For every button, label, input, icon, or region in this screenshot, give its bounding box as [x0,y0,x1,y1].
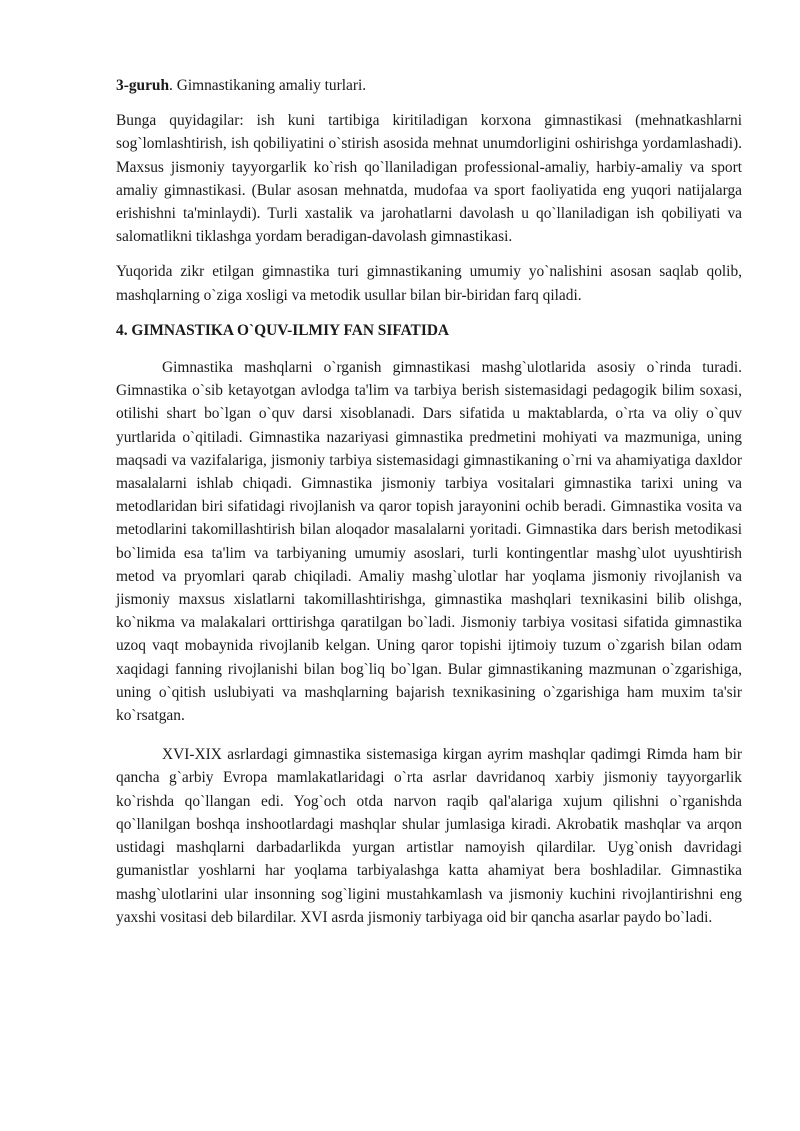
paragraph-history: XVI-XIX asrlardagi gimnastika sistemasiga kirgan ayrim mashqlar qadimgi Rimda ham bir qancha g`arbiy Evropa mamlakatlaridagi o`rta asrlar davridanoq xarbiy jismoniy tayyorgarlik ko`rishda qo`llangan edi. Yog`och otda narvon raqib qal'alariga xujum qilishni o`rganishda qo`llanilgan boshqa inshootlardagi mashqlar shular jumlasiga kiradi. Akrobatik mashqlar va arqon ustidagi mashqlarni darbadarlikda yurgan artistlar namoyish qilardilar. Uyg`onish davridagi gumanistlar yoshlarni har yoqlama tarbiyalashga katta ahamiyat bera boshladilar. Gimnastika mashg`ulotlarini ular insonning sog`ligini mustahkamlash va jismoniy kuchini rivojlantirishni eng yaxshi vositasi deb bilardilar. XVI asrda jismoniy tarbiyaga oid bir qancha asarlar paydo bo`ladi. [116,746,742,926]
document-page [116,74,742,941]
group-heading-label: 3-guruh [116,77,170,94]
group-heading-title: . Gimnastikaning amaliy turlari. [169,77,367,94]
paragraph-gymnastics-as-subject: Gimnastika mashqlarni o`rganish gimnastikasi mashg`ulotlarida asosiy o`rinda turadi. Gimnastika o`sib ketayotgan avlodga ta'lim va tarbiya berish sistemasidagi pedagogik bilim soxasi, otilishi shart bo`lgan o`quv darsi xisoblanadi. Dars sifatida u maktablarda, o`rta va oliy o`quv yurtlarida o`qitiladi. Gimnastika nazariyasi gimnastika predmetini mohiyati va mazmuniga, uning maqsadi va vazifalariga, jismoniy tarbiya sistemasidagi gimnastikaning o`rni va ahamiyatiga daxldor masalalarni ishlab chiqadi. Gimnastika jismoniy tarbiya vositalari gimnastika tarixi uning va metodlaridan biri sifatidagi rivojlanish va qaror topish jarayonini ochib beradi. Gimnastika vosita va metodlarini takomillashtirish bilan aloqador masalalarni yoritadi. Gimnastika dars berish metodikasi bo`limida esa ta'lim va tarbiyaning umumiy asoslari, turli kontingentlar mashg`ulot uyushtirish metod va pryomlari qarab chiqiladi. Amaliy mashg`ulotlar har yoqlama jismoniy rivojlanish va jismoniy maxsus xislatlarni takomillashtirishga, gimnastika mashqlari texnikasini bilib olishga, ko`nikma va malakalari orttirishga qaratilgan bo`ladi. Jismoniy tarbiya vositasi sifatida gimnastika uzoq vaqt mobaynida rivojlanib kelgan. Uning qaror topishi ijtimoiy tuzum o`zgarish bilan odam xaqidagi fanning rivojlanishi bilan bog`liq bo`lgan. Bular gimnastikaning mazmunan o`zgarishiga, uning o`qitish uslubiyati va mashqlarning bajarish texnikasining o`zgarishiga ham muxim ta'sir ko`rsatgan. [116,359,742,725]
group-heading [116,74,742,97]
paragraph-practical-types: Bunga quyidagilar: ish kuni tartibiga kiritiladigan korxona gimnastikasi (mehnatkashlarni sog`lomlashtirish, ish qobiliyatini o`stirish asosida mehnat unumdorligini oshirishga yordamlashadi). Maxsus jismoniy tayyorgarlik ko`rish qo`llaniladigan professional-amaliy, harbiy-amaliy va sport amaliy gimnastikasi. (Bular asosan mehnatda, mudofaa va sport faoliyatida eng yuqori natijalarga erishishni ta'minlaydi). Turli xastalik va jarohatlarni davolash u qo`llaniladigan ish qobiliyati va salomatlikni tiklashga yordam beradigan-davolash gimnastikasi. [116,112,742,246]
paragraph-summary: Yuqorida zikr etilgan gimnastika turi gimnastikaning umumiy yo`nalishini asosan saqlab qolib, mashqlarning o`ziga xosligi va metodik usullar bilan bir-biridan farq qiladi. [116,263,742,304]
section-heading: 4. GIMNASTIKA O`QUV-ILMIY FAN SIFATIDA [116,321,450,339]
